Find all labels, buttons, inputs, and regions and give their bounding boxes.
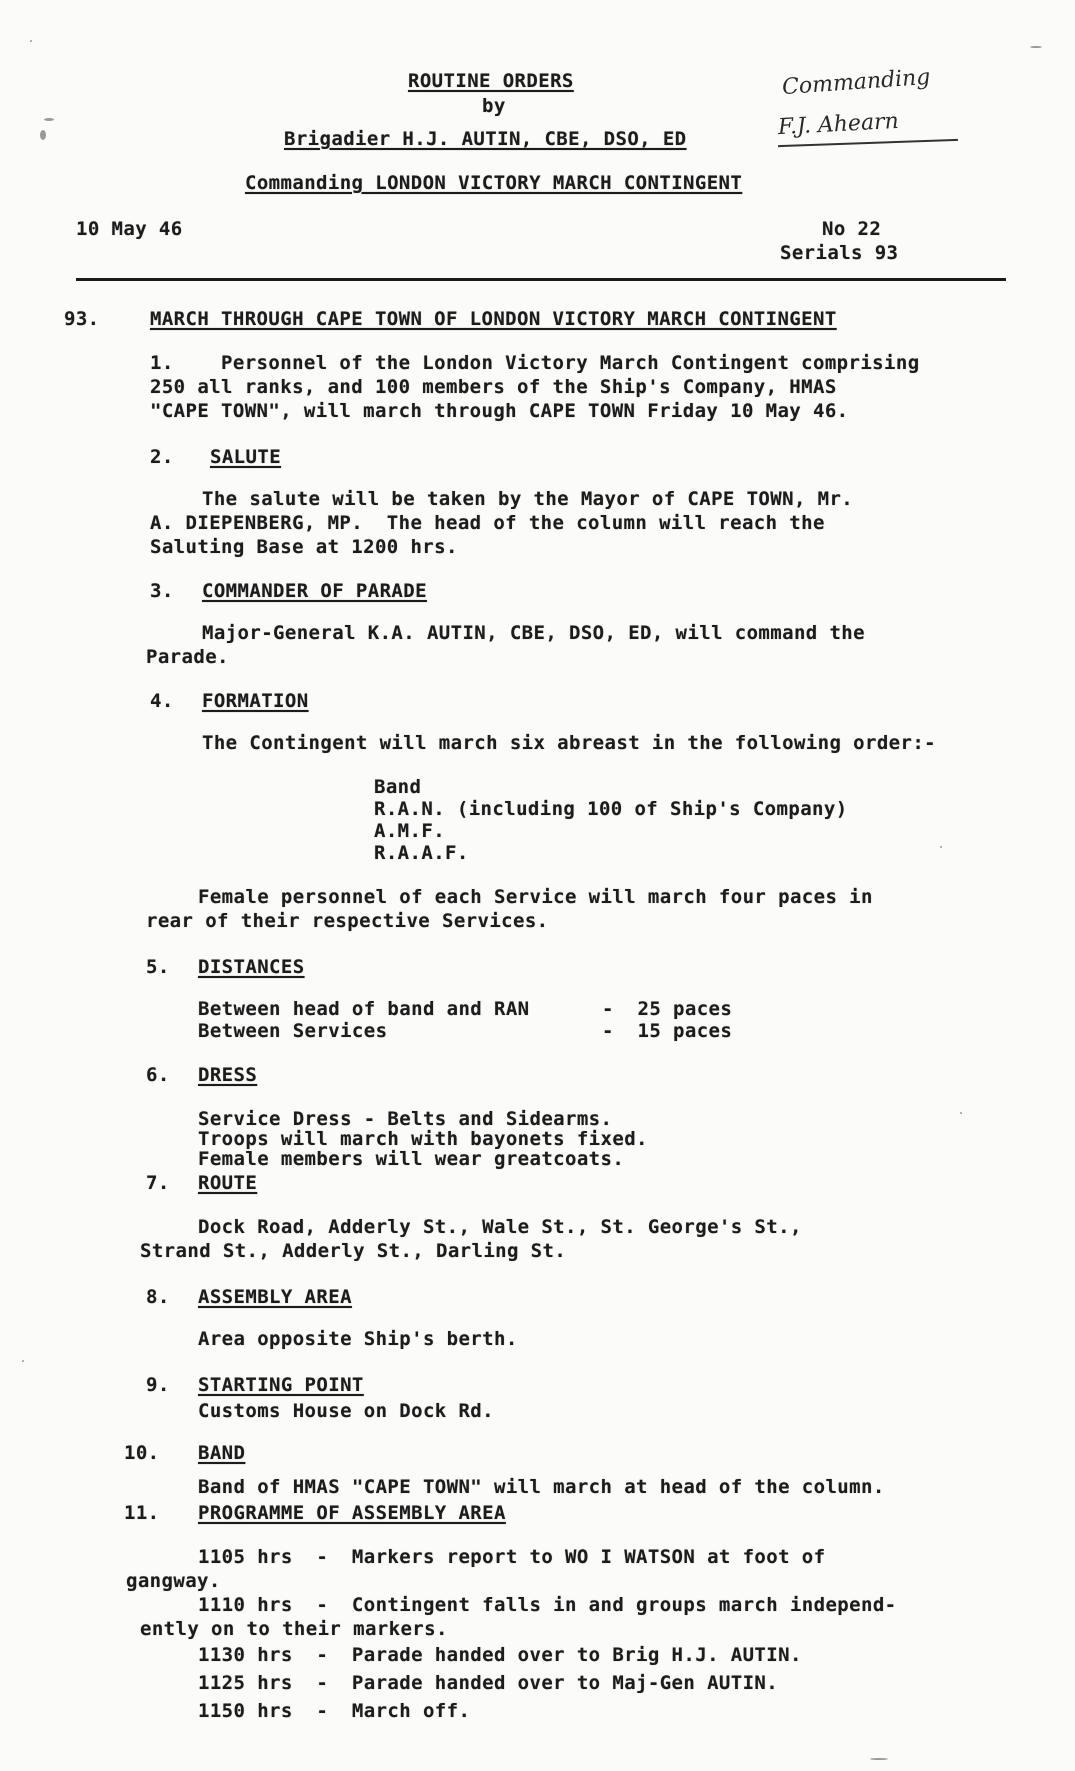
p4-line1: The Contingent will march six abreast in the following order:- <box>202 732 937 754</box>
p11-line6: 1125 hrs - Parade handed over to Maj-Gen AUTIN. <box>198 1672 779 1694</box>
scan-speck <box>40 130 46 140</box>
p2-heading: SALUTE <box>210 446 282 468</box>
p2-line2: A. DIEPENBERG, MP. The head of the column will reach the <box>150 512 825 534</box>
p1-line1: 1. Personnel of the London Victory March Contingent comprising <box>150 352 920 374</box>
p6-line1: Service Dress - Belts and Sidearms. <box>198 1108 613 1130</box>
p7-line2: Strand St., Adderly St., Darling St. <box>140 1240 567 1262</box>
author-line: Brigadier H.J. AUTIN, CBE, DSO, ED <box>284 128 687 150</box>
p5-heading: DISTANCES <box>198 956 305 978</box>
p11-number: 11. <box>124 1502 160 1524</box>
signature-1: Commanding <box>781 64 932 101</box>
p6-heading: DRESS <box>198 1064 258 1086</box>
p11-line4: ently on to their markers. <box>140 1618 448 1640</box>
p9-heading: STARTING POINT <box>198 1374 364 1396</box>
p8-heading: ASSEMBLY AREA <box>198 1286 352 1308</box>
serial-title: MARCH THROUGH CAPE TOWN OF LONDON VICTORY MARCH CONTINGENT <box>150 308 837 330</box>
p3-line2: Parade. <box>146 646 229 668</box>
order-item: R.A.A.F. <box>374 842 469 864</box>
scan-speck <box>30 40 32 42</box>
p8-number: 8. <box>146 1286 170 1308</box>
p4-heading: FORMATION <box>202 690 309 712</box>
scan-speck <box>870 1758 888 1760</box>
p2-number: 2. <box>150 446 174 468</box>
p11-line2: gangway. <box>126 1570 221 1592</box>
distance-row-1-value: - 25 paces <box>602 998 733 1020</box>
order-item: R.A.N. (including 100 of Ship's Company) <box>374 798 848 820</box>
order-item: A.M.F. <box>374 820 446 842</box>
serial-number: 93. <box>64 308 100 330</box>
p11-line7: 1150 hrs - March off. <box>198 1700 471 1722</box>
p11-line3: 1110 hrs - Contingent falls in and groups march independ- <box>198 1594 897 1616</box>
order-number: No 22 <box>822 218 882 240</box>
order-item: Band <box>374 776 422 798</box>
scan-speck <box>44 118 54 121</box>
p11-line1: 1105 hrs - Markers report to WO I WATSON at foot of <box>198 1546 826 1568</box>
signature-strike <box>778 139 958 147</box>
p9-line1: Customs House on Dock Rd. <box>198 1400 494 1422</box>
by-text: by <box>482 95 506 117</box>
header-divider <box>76 278 1006 281</box>
p4-line3: rear of their respective Services. <box>146 910 549 932</box>
p7-heading: ROUTE <box>198 1172 258 1194</box>
scan-speck <box>22 1360 24 1362</box>
p10-line1: Band of HMAS "CAPE TOWN" will march at head of the column. <box>198 1476 885 1498</box>
p7-line1: Dock Road, Adderly St., Wale St., St. George's St., <box>198 1216 802 1238</box>
p1-line2: 250 all ranks, and 100 members of the Ship's Company, HMAS <box>150 376 837 398</box>
p10-heading: BAND <box>198 1442 246 1464</box>
p6-number: 6. <box>146 1064 170 1086</box>
p10-number: 10. <box>124 1442 160 1464</box>
p6-line2: Troops will march with bayonets fixed. <box>198 1128 648 1150</box>
document-date: 10 May 46 <box>76 218 183 240</box>
document-title: ROUTINE ORDERS <box>408 70 574 92</box>
serials-number: Serials 93 <box>780 242 899 264</box>
p4-number: 4. <box>150 690 174 712</box>
p9-number: 9. <box>146 1374 170 1396</box>
p11-line5: 1130 hrs - Parade handed over to Brig H.J. AUTIN. <box>198 1644 802 1666</box>
p2-line3: Saluting Base at 1200 hrs. <box>150 536 458 558</box>
p11-heading: PROGRAMME OF ASSEMBLY AREA <box>198 1502 506 1524</box>
p3-number: 3. <box>150 580 174 602</box>
distance-row-2-value: - 15 paces <box>602 1020 733 1042</box>
scan-speck <box>960 1112 962 1114</box>
p6-line3: Female members will wear greatcoats. <box>198 1148 625 1170</box>
distance-row-1-label: Between head of band and RAN <box>198 998 530 1020</box>
p7-number: 7. <box>146 1172 170 1194</box>
command-line: Commanding LONDON VICTORY MARCH CONTINGENT <box>245 172 743 194</box>
p1-line3: "CAPE TOWN", will march through CAPE TOWN Friday 10 May 46. <box>150 400 849 422</box>
p2-line1: The salute will be taken by the Mayor of CAPE TOWN, Mr. <box>202 488 854 510</box>
p3-heading: COMMANDER OF PARADE <box>202 580 427 602</box>
signature-2: F.J. Ahearn <box>777 108 900 141</box>
p4-line2: Female personnel of each Service will march four paces in <box>198 886 873 908</box>
scan-speck <box>1030 46 1042 48</box>
p5-number: 5. <box>146 956 170 978</box>
distance-row-2-label: Between Services <box>198 1020 388 1042</box>
p8-line1: Area opposite Ship's berth. <box>198 1328 518 1350</box>
scan-speck <box>940 846 942 848</box>
p3-line1: Major-General K.A. AUTIN, CBE, DSO, ED, will command the <box>202 622 865 644</box>
